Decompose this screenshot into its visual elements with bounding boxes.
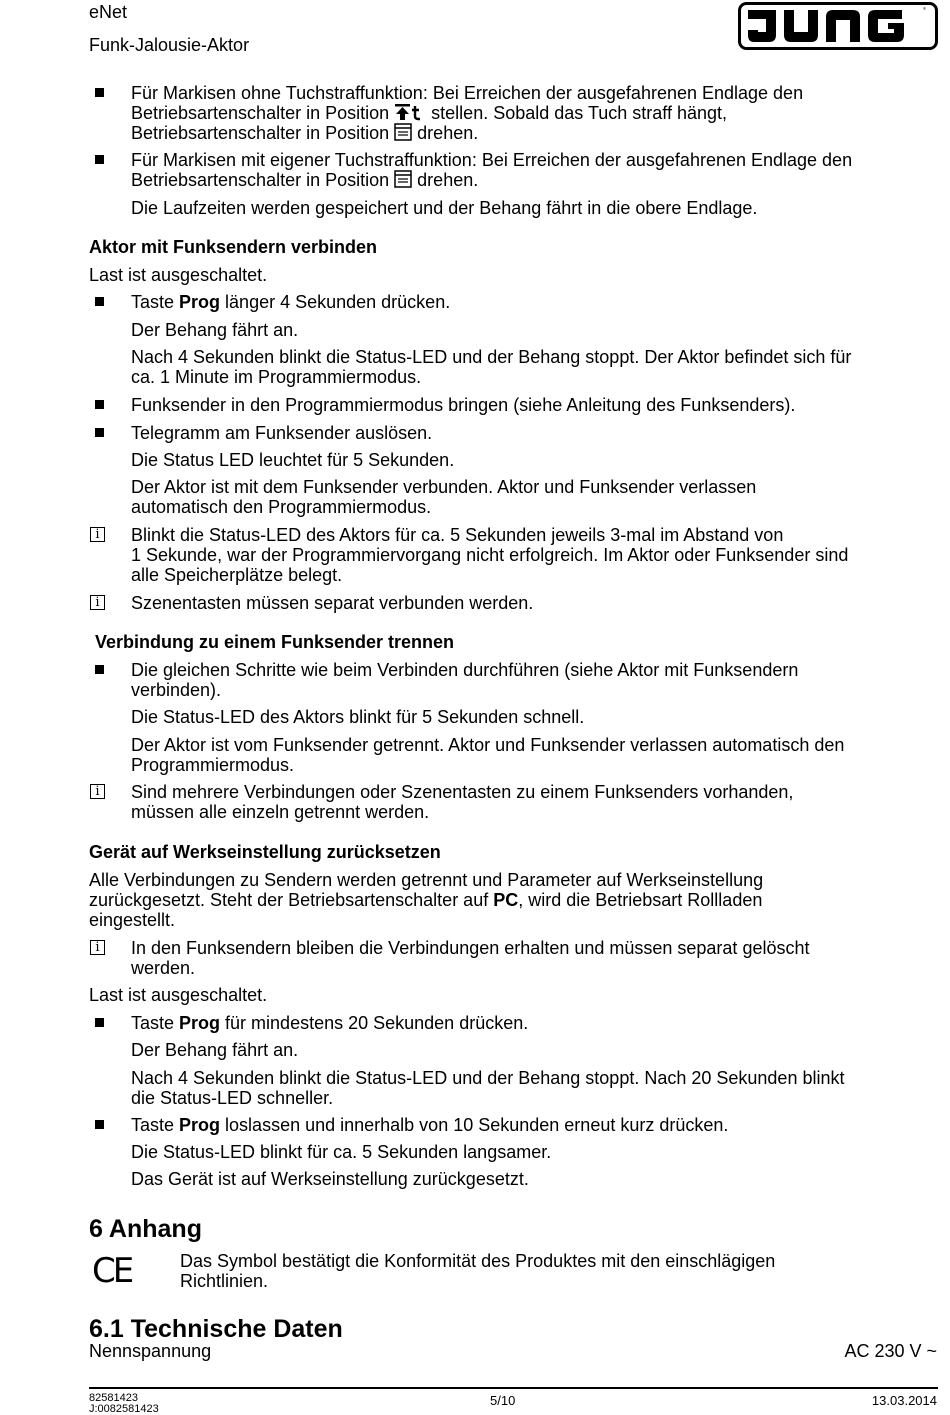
bullet-icon (95, 428, 104, 437)
section-heading: Gerät auf Werkseinstellung zurücksetzen (89, 842, 441, 862)
text-line: Die Status-LED des Aktors blinkt für 5 Sekunden schnell. (131, 707, 585, 727)
text-line: Das Gerät ist auf Werkseinstellung zurückgesetzt. (131, 1169, 529, 1189)
text-line: verbinden). (131, 680, 222, 700)
text-line: Sind mehrere Verbindungen oder Szenentasten zu einem Funksenders vorhanden, (131, 782, 794, 802)
text-line: ca. 1 Minute im Programmiermodus. (131, 367, 422, 387)
page-number: 5/10 (490, 1393, 516, 1408)
footer-code: 82581423 (89, 1392, 138, 1404)
text-line: Die Status LED leuchtet für 5 Sekunden. (131, 450, 455, 470)
text-line: automatisch den Programmiermodus. (131, 497, 432, 517)
text-line: zurückgesetzt. Steht der Betriebsartenschalter auf PC, wird die Betriebsart Rollladen (89, 890, 763, 910)
text-line: eingestellt. (89, 910, 176, 930)
spec-label: Nennspannung (89, 1341, 212, 1361)
text-line: Funksender in den Programmiermodus bringen (siehe Anleitung des Funksenders). (131, 395, 796, 415)
bullet-icon (95, 665, 104, 674)
text-line: Der Aktor ist mit dem Funksender verbunden. Aktor und Funksender verlassen (131, 477, 757, 497)
info-icon: i (90, 527, 105, 542)
text-line: Last ist ausgeschaltet. (89, 265, 268, 285)
text-line: Taste Prog länger 4 Sekunden drücken. (131, 292, 451, 312)
text-line: Betriebsartenschalter in Position drehen. (131, 123, 479, 143)
spec-value: AC 230 V ~ (844, 1341, 937, 1361)
text-line: Die Status-LED blinkt für ca. 5 Sekunden langsamer. (131, 1142, 552, 1162)
registered-mark: ® (923, 6, 926, 11)
info-icon: i (90, 940, 105, 955)
text-line: Für Markisen ohne Tuchstraffunktion: Bei Erreichen der ausgefahrenen Endlage den (131, 83, 804, 103)
awning-tension-icon (394, 103, 426, 121)
text-line: Szenentasten müssen separat verbunden werden. (131, 593, 534, 613)
footer-date: 13.03.2014 (871, 1393, 937, 1408)
text-line: Programmiermodus. (131, 755, 295, 775)
info-icon: i (90, 784, 105, 799)
text-line: Für Markisen mit eigener Tuchstraffunktion: Bei Erreichen der ausgefahrenen Endlage den (131, 150, 853, 170)
text-line: müssen alle einzeln getrennt werden. (131, 802, 430, 822)
text-line: Telegramm am Funksender auslösen. (131, 423, 433, 443)
text-line: alle Speicherplätze belegt. (131, 565, 343, 585)
text-line: Betriebsartenschalter in Position stellen. Sobald das Tuch straff hängt, (131, 103, 728, 123)
text-line: Taste Prog für mindestens 20 Sekunden drücken. (131, 1013, 529, 1033)
text-line: Taste Prog loslassen und innerhalb von 10 Sekunden erneut kurz drücken. (131, 1115, 729, 1135)
text-line: werden. (131, 958, 196, 978)
text-line: In den Funksendern bleiben die Verbindungen erhalten und müssen separat gelöscht (131, 938, 810, 958)
text-line: Das Symbol bestätigt die Konformität des Produktes mit den einschlägigen (180, 1251, 776, 1271)
chapter-heading: 6.1 Technische Daten (89, 1315, 343, 1343)
header-subtitle: Funk-Jalousie-Aktor (89, 35, 250, 55)
bullet-icon (95, 88, 104, 97)
bullet-icon (95, 400, 104, 409)
blind-position-icon (394, 170, 412, 188)
jung-logo (738, 2, 938, 50)
footer-code: J:0082581423 (89, 1403, 159, 1415)
text-line: Der Behang fährt an. (131, 1040, 299, 1060)
bullet-icon (95, 297, 104, 306)
text-line: Die Laufzeiten werden gespeichert und der Behang fährt in die obere Endlage. (131, 198, 758, 218)
text-line: Last ist ausgeschaltet. (89, 985, 268, 1005)
text-line: Der Aktor ist vom Funksender getrennt. Aktor und Funksender verlassen automatisch den (131, 735, 845, 755)
section-heading: Aktor mit Funksendern verbinden (89, 237, 378, 257)
text-line: Richtlinien. (180, 1271, 269, 1291)
text-line: Alle Verbindungen zu Sendern werden getrennt und Parameter auf Werkseinstellung (89, 870, 764, 890)
section-heading: Verbindung zu einem Funksender trennen (95, 632, 455, 652)
text-line: Nach 4 Sekunden blinkt die Status-LED und der Behang stoppt. Der Aktor befindet sich für (131, 347, 852, 367)
bullet-icon (95, 155, 104, 164)
footer-divider (89, 1387, 938, 1389)
blind-position-icon (394, 123, 412, 141)
text-line: Die gleichen Schritte wie beim Verbinden durchführen (siehe Aktor mit Funksendern (131, 660, 799, 680)
text-line: Der Behang fährt an. (131, 320, 299, 340)
text-line: Blinkt die Status-LED des Aktors für ca. 5 Sekunden jeweils 3-mal im Abstand von (131, 525, 784, 545)
text-line: 1 Sekunde, war der Programmiervorgang nicht erfolgreich. Im Aktor oder Funksender sind (131, 545, 849, 565)
chapter-heading: 6 Anhang (89, 1215, 202, 1243)
header-brand: eNet (89, 2, 128, 22)
bullet-icon (95, 1018, 104, 1027)
text-line: die Status-LED schneller. (131, 1088, 334, 1108)
ce-mark-icon: CE (92, 1251, 132, 1291)
text-line: Nach 4 Sekunden blinkt die Status-LED und der Behang stoppt. Nach 20 Sekunden blinkt (131, 1068, 845, 1088)
text-line: Betriebsartenschalter in Position drehen. (131, 170, 479, 190)
bullet-icon (95, 1120, 104, 1129)
info-icon: i (90, 595, 105, 610)
